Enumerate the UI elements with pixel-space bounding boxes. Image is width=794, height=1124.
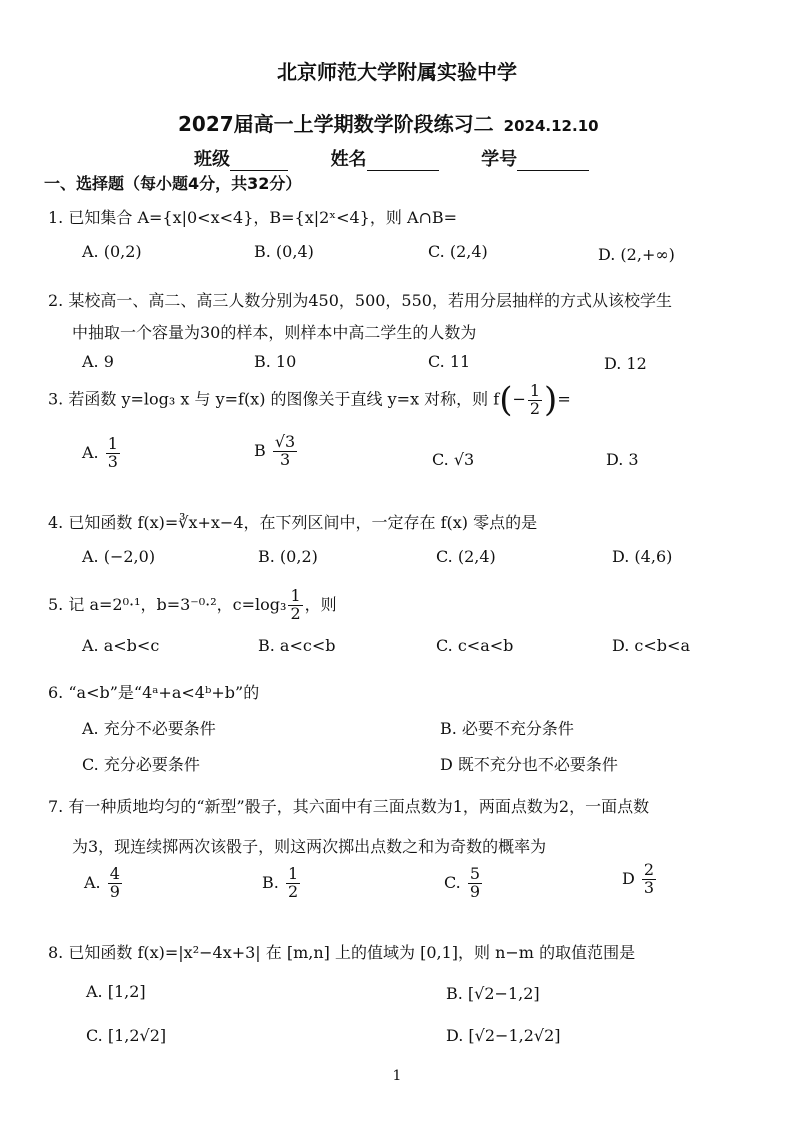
q7-option-c (444, 866, 484, 901)
q7-c-label: C. (444, 872, 461, 892)
q7-c-num: 5 (469, 864, 481, 883)
q3-right-paren: ) (544, 380, 558, 420)
q8-option-b: B. [√2−1,2] (446, 984, 540, 1003)
q7-d-fraction (642, 862, 656, 897)
q7-a-fraction (108, 866, 122, 901)
q5-option-b: B. a<c<b (258, 636, 336, 655)
q3-neg: − (512, 389, 526, 409)
q7-c-den: 9 (469, 881, 481, 901)
exam-date: 2024.12.10 (503, 117, 599, 135)
q7-a-label: A. (84, 872, 101, 892)
id-label: 学号 (481, 149, 518, 170)
q7-option-b (262, 866, 302, 901)
q3-b-fraction (273, 434, 297, 469)
question-2-stem-line2: 中抽取一个容量为30的样本，则样本中高二学生的人数为 (72, 323, 477, 342)
q5-frac-num: 1 (290, 586, 301, 605)
q7-option-a (84, 866, 124, 901)
q8-option-c: C. [1,2√2] (86, 1026, 167, 1045)
q1-option-a: A. (0,2) (82, 242, 142, 261)
q3-frac-den: 2 (529, 398, 541, 418)
q7-b-fraction (286, 866, 300, 901)
q6-option-c: C. 充分必要条件 (82, 755, 200, 774)
q7-d-den: 3 (643, 877, 655, 897)
q5-option-c: C. c<a<b (436, 636, 514, 655)
q8-option-d: D. [√2−1,2√2] (446, 1026, 561, 1045)
q7-b-den: 2 (287, 881, 299, 901)
student-info (194, 145, 589, 171)
q7-b-label: B. (262, 872, 279, 892)
question-8-stem: 8. 已知函数 f(x)=|x²−4x+3| 在 [m,n] 上的值域为 [0,1]，则 n−m 的取值范围是 (48, 943, 636, 962)
q5-option-d: D. c<b<a (612, 636, 690, 655)
q7-a-num: 4 (109, 864, 120, 883)
q7-c-fraction (468, 866, 482, 901)
q3-b-label: B (254, 440, 266, 460)
question-4-stem: 4. 已知函数 f(x)=∛x+x−4，在下列区间中，一定存在 f(x) 零点的是 (48, 513, 538, 532)
q2-option-c: C. 11 (428, 352, 471, 371)
q2-option-a: A. 9 (82, 352, 114, 371)
q5-stem-end: ，则 (304, 594, 337, 614)
q1-option-b: B. (0,4) (254, 242, 314, 261)
q4-option-d: D. (4,6) (612, 547, 673, 566)
question-1-stem: 1. 已知集合 A={x|0<x<4}，B={x|2ˣ<4}，则 A∩B= (48, 208, 458, 227)
q6-option-d: D 既不充分也不必要条件 (440, 755, 618, 774)
exam-title-text: 2027届高一上学期数学阶段练习二 (178, 112, 494, 136)
q6-option-b: B. 必要不充分条件 (440, 719, 574, 738)
q3-stem-text: 3. 若函数 y=log₃ x 与 y=f(x) 的图像关于直线 y=x 对称，则 f (48, 389, 500, 409)
name-label: 姓名 (330, 149, 367, 170)
name-blank[interactable] (367, 152, 439, 171)
q3-option-d: D. 3 (606, 450, 639, 469)
q8-option-a: A. [1,2] (86, 982, 146, 1001)
question-3-stem (48, 380, 571, 420)
question-6-stem: 6. “a<b”是“4ᵃ+a<4ᵇ+b”的 (48, 683, 260, 702)
q3-b-num: √3 (274, 432, 296, 451)
section-title: 一、选择题（每小题4分，共32分） (44, 174, 302, 193)
q3-option-a (82, 436, 122, 471)
class-label: 班级 (194, 149, 230, 170)
q4-option-c: C. (2,4) (436, 547, 496, 566)
q3-frac-num: 1 (529, 380, 541, 400)
q6-option-a: A. 充分不必要条件 (82, 719, 216, 738)
question-2-stem-line1: 2. 某校高一、高二、高三人数分别为450，500，550，若用分层抽样的方式从该校学生 (48, 291, 672, 310)
q5-stem-text: 5. 记 a=2⁰·¹，b=3⁻⁰·²，c=log₃ (48, 594, 287, 614)
q2-option-b: B. 10 (254, 352, 297, 371)
q4-option-a: A. (−2,0) (82, 547, 156, 566)
school-name: 北京师范大学附属实验中学 (277, 60, 517, 84)
id-blank[interactable] (517, 152, 589, 171)
q7-b-num: 1 (287, 864, 299, 883)
question-7-stem-line1: 7. 有一种质地均匀的“新型”骰子，其六面中有三面点数为1，两面点数为2，一面点数 (48, 797, 650, 816)
question-7-stem-line2: 为3，现连续掷两次该骰子，则这两次掷出点数之和为奇数的概率为 (72, 837, 547, 856)
q7-a-den: 9 (109, 881, 120, 901)
q5-fraction (288, 588, 302, 623)
exam-title (178, 108, 599, 137)
q3-left-paren: ( (499, 380, 513, 420)
question-5-stem (48, 588, 337, 623)
q1-option-c: C. (2,4) (428, 242, 488, 261)
q3-a-fraction (106, 436, 120, 471)
q7-option-d (622, 862, 658, 897)
q3-fraction (528, 380, 542, 418)
q3-b-den: 3 (279, 449, 291, 469)
q5-option-a: A. a<b<c (82, 636, 160, 655)
page-number: 1 (392, 1068, 402, 1084)
q3-option-c: C. √3 (432, 450, 475, 469)
q3-option-b (254, 434, 299, 469)
q3-a-label: A. (82, 442, 99, 462)
q7-d-num: 2 (643, 860, 655, 879)
q4-option-b: B. (0,2) (258, 547, 318, 566)
q3-a-den: 3 (107, 451, 118, 471)
q3-stem-end: = (557, 389, 571, 409)
q7-d-label: D (622, 868, 635, 888)
q3-a-num: 1 (107, 434, 118, 453)
q5-frac-den: 2 (290, 603, 301, 623)
q2-option-d: D. 12 (604, 354, 647, 373)
class-blank[interactable] (230, 152, 288, 171)
q1-option-d: D. (2,+∞) (598, 245, 675, 264)
